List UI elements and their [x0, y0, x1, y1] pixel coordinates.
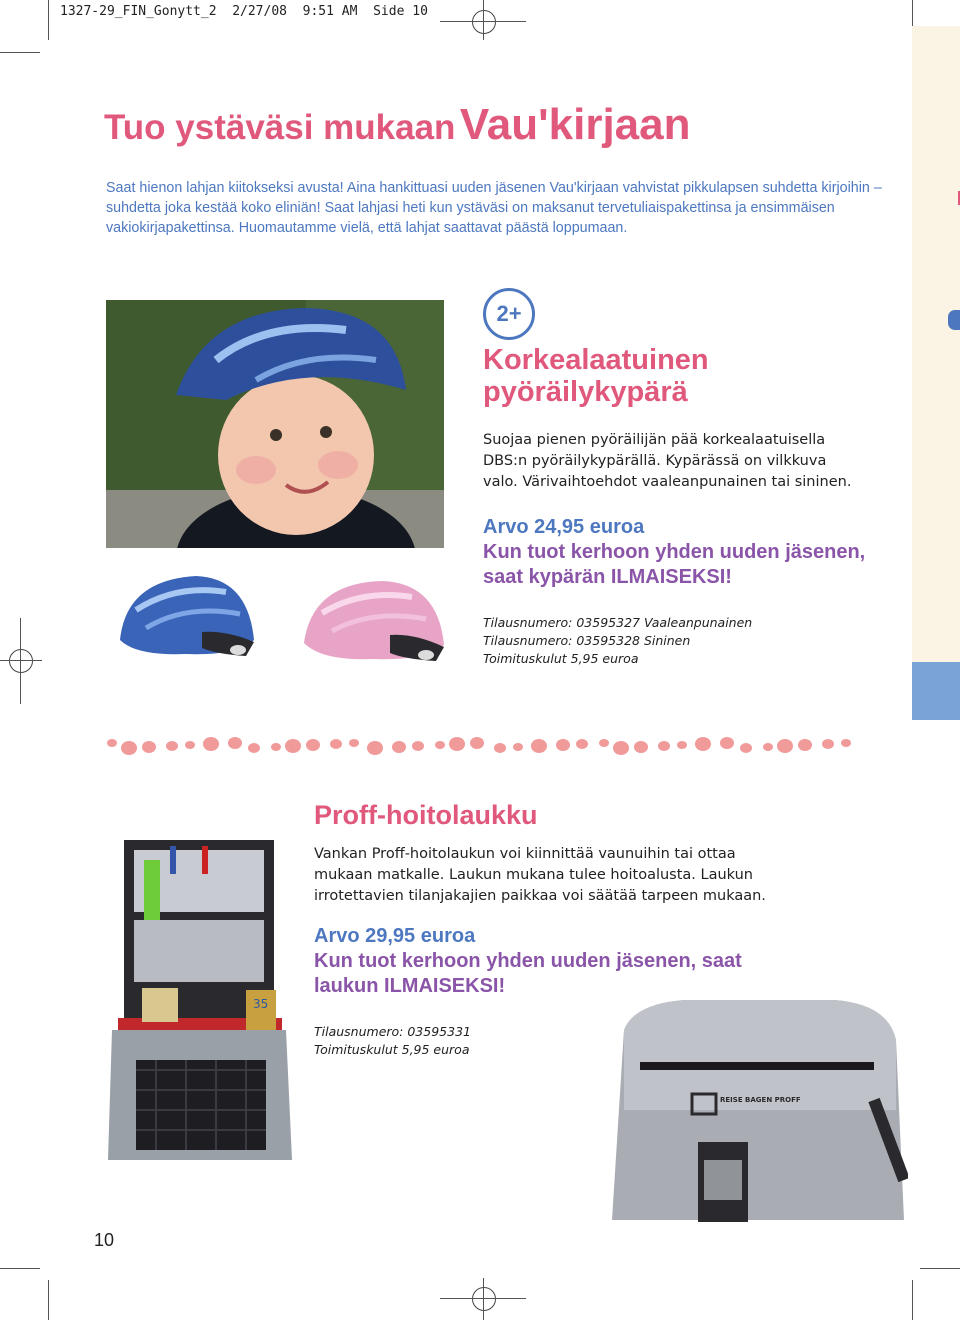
closed-bag-image — [604, 990, 908, 1240]
child-with-helmet-photo — [106, 300, 444, 548]
crop-mark — [0, 1268, 40, 1269]
decorative-dot — [271, 743, 281, 751]
helmet-title: Korkealaatuinen pyöräilykypärä — [483, 344, 709, 408]
decorative-dot — [107, 739, 117, 747]
bag-order-info — [314, 1023, 471, 1059]
decorative-dot — [777, 739, 793, 753]
bag-cream-label: 35 — [253, 997, 269, 1011]
decorative-dot — [185, 741, 195, 749]
decorative-dot — [285, 739, 301, 753]
decorative-dot — [841, 739, 851, 747]
decorative-dot — [449, 737, 465, 751]
helmet-price: Arvo 24,95 euroa — [483, 516, 645, 538]
decorative-dot — [531, 739, 547, 753]
bag-price-block — [314, 924, 774, 999]
decorative-dot — [166, 741, 178, 751]
crop-mark — [483, 1278, 484, 1320]
decorative-dot — [599, 739, 609, 747]
crop-mark — [20, 618, 21, 704]
bag-title: Proff-hoitolaukku — [314, 800, 538, 830]
decorative-dot — [763, 743, 773, 751]
decorative-dot — [412, 741, 424, 751]
order-line: Tilausnumero: 03595331 — [314, 1024, 471, 1039]
helmet-offer: Kun tuot kerhoon yhden uuden jäsenen, saat kypärän ILMAISEKSI! — [483, 541, 866, 588]
helmet-description: Suojaa pienen pyöräilijän pää korkealaatuisella DBS:n pyöräilykypärällä. Kypärässä on vilkkuva valo. Värivaihtoehdot vaaleanpunainen tai sininen. — [483, 432, 852, 490]
decorative-dot — [576, 739, 588, 749]
decorative-dot — [470, 737, 484, 749]
slug-page: Side 10 — [373, 4, 428, 19]
decorative-dot — [822, 739, 834, 749]
intro-paragraph: Saat hienon lahjan kiitokseksi avusta! Aina hankittuasi uuden jäsenen Vau'kirjaan vahvistat pikkulapsen suhdetta kirjoihin – suhdetta joka kestää koko eliniän! Saat lahjasi heti kun ystäväsi on maksanut tervetuliaispakettinsa ja ensimmäisen vakiokirjapakettinsa. Huomautamme vielä, että lahjat saattavat päästä loppumaan. — [106, 180, 882, 236]
age-badge: 2+ — [483, 288, 535, 340]
page-headline — [104, 100, 690, 150]
decorative-dot — [203, 737, 219, 751]
headline-brand: Vau'kirjaan — [459, 100, 691, 149]
bag-offer: Kun tuot kerhoon yhden uuden jäsenen, saat laukun ILMAISEKSI! — [314, 950, 742, 997]
decorative-dot — [367, 741, 383, 755]
crop-mark — [920, 1268, 960, 1269]
order-line: Toimituskulut 5,95 euroa — [314, 1042, 470, 1057]
decorative-dot — [142, 741, 156, 753]
decorative-dot — [613, 741, 629, 755]
registration-mark-icon — [472, 1287, 496, 1311]
child-photo-illustration — [106, 300, 444, 548]
decorative-dot — [740, 743, 752, 753]
order-line: Toimituskulut 5,95 euroa — [483, 651, 639, 666]
decorative-dot — [228, 737, 242, 749]
crop-mark — [0, 660, 42, 661]
crop-mark — [0, 52, 40, 53]
decorative-dot — [556, 739, 570, 751]
bag-price: Arvo 29,95 euroa — [314, 925, 476, 947]
headline-part1: Tuo ystäväsi mukaan — [104, 108, 456, 147]
decorative-dot — [248, 743, 260, 753]
decorative-dot — [677, 741, 687, 749]
print-slug — [60, 4, 428, 19]
bag-description: Vankan Proff-hoitolaukun voi kiinnittää vaunuihin tai ottaa mukaan matkalle. Laukun mukana tulee hoitoalusta. Laukun irrotettavien tilanjakajien paikkaa voi säätää tarpeen mukaan. — [314, 846, 766, 904]
decorative-dot — [121, 741, 137, 755]
registration-mark-icon — [9, 649, 33, 673]
decorative-dot — [634, 741, 648, 753]
decorative-dot — [494, 743, 506, 753]
decorative-dot — [392, 741, 406, 753]
slug-file: 1327-29_FIN_Gonytt_2 — [60, 4, 217, 19]
slug-date: 2/27/08 — [232, 4, 287, 19]
adjacent-page-strip — [912, 26, 960, 662]
blue-helmet-image — [116, 570, 256, 662]
decorative-dot — [306, 739, 320, 751]
decorative-dot — [695, 737, 711, 751]
open-bag-image — [106, 830, 296, 1170]
helmet-order-info — [483, 614, 752, 668]
order-line: Tilausnumero: 03595328 Sininen — [483, 633, 691, 648]
helmet-price-block — [483, 515, 903, 590]
decorative-dot — [513, 743, 523, 751]
decorative-dot — [798, 739, 812, 751]
decorative-dot — [349, 739, 359, 747]
crop-mark — [912, 1280, 913, 1320]
pink-helmet-image — [300, 575, 446, 667]
dot-divider — [104, 733, 864, 763]
page-number: 10 — [94, 1230, 115, 1250]
crop-mark — [48, 1280, 49, 1320]
decorative-dot — [330, 739, 342, 749]
crop-mark — [483, 0, 484, 40]
bag-brand-logo: REISE BAGEN PROFF — [720, 1096, 801, 1104]
decorative-dot — [720, 737, 734, 749]
registration-mark-icon — [472, 10, 496, 34]
decorative-dot — [435, 741, 445, 749]
order-line: Tilausnumero: 03595327 Vaaleanpunainen — [483, 615, 753, 630]
slug-time: 9:51 AM — [302, 4, 358, 19]
decorative-dot — [658, 741, 670, 751]
adjacent-page-strip-blue — [912, 662, 960, 720]
crop-mark — [48, 0, 49, 40]
